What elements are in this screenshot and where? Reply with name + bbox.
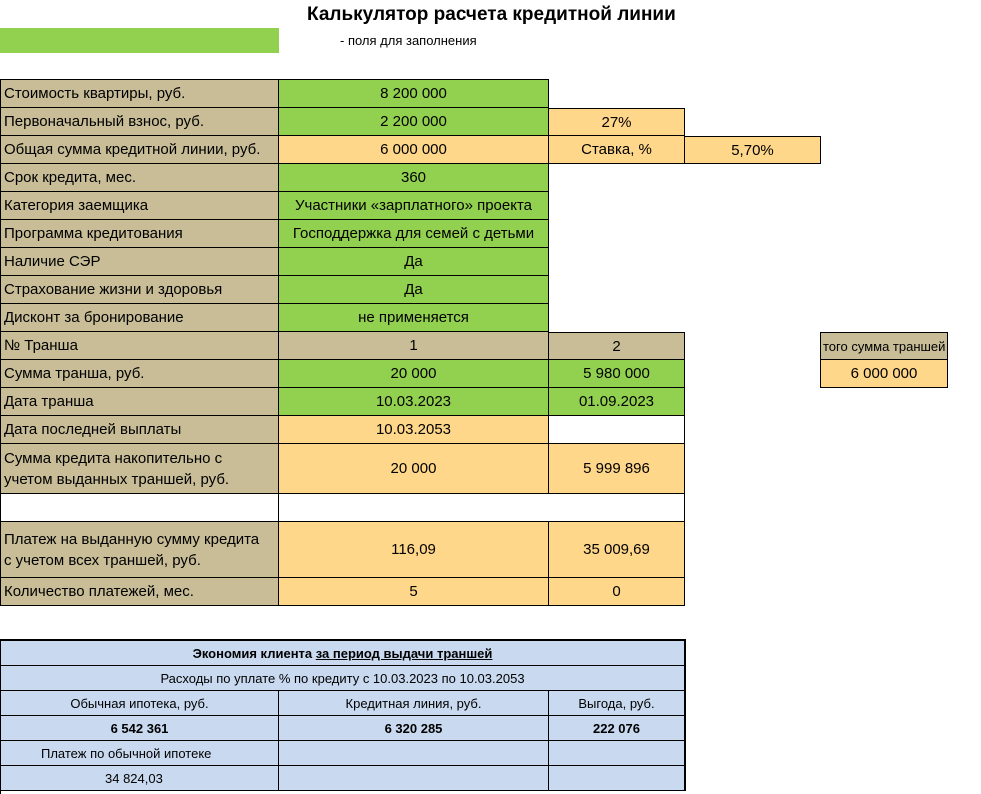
tranche-1-number: 1 <box>279 332 549 360</box>
page-title: Калькулятор расчета кредитной линии <box>307 4 676 25</box>
value-payments-count-t2: 0 <box>549 578 685 606</box>
regular-payment-value: 34 824,03 <box>1 766 279 791</box>
label-insurance: Страхование жизни и здоровья <box>1 276 279 304</box>
total-tranches-label: того сумма траншей <box>820 332 948 360</box>
input-apartment-cost[interactable]: 8 200 000 <box>279 80 549 108</box>
legend-green-swatch <box>0 28 279 53</box>
savings-col2-label: Кредитная линия, руб. <box>279 691 549 716</box>
input-down-payment[interactable]: 2 200 000 <box>279 108 549 136</box>
savings-col3-value: 222 076 <box>549 716 686 741</box>
label-borrower-category: Категория заемщика <box>1 192 279 220</box>
label-cumulative-line1: Сумма кредита накопительно с <box>4 450 223 467</box>
blank-row-t1 <box>279 494 685 522</box>
label-last-payment: Дата последней выплаты <box>1 416 279 444</box>
empty-last-payment-t2 <box>549 416 685 444</box>
label-apartment-cost: Стоимость квартиры, руб. <box>1 80 279 108</box>
savings-col1-label: Обычная ипотека, руб. <box>1 691 279 716</box>
savings-empty-4 <box>549 766 686 791</box>
savings-empty-1 <box>279 741 549 766</box>
label-discount: Дисконт за бронирование <box>1 304 279 332</box>
input-term[interactable]: 360 <box>279 164 549 192</box>
value-cumulative-t1: 20 000 <box>279 444 549 494</box>
label-tranche-no: № Транша <box>1 332 279 360</box>
value-payments-count-t1: 5 <box>279 578 549 606</box>
label-payment-line2: с учетом всех траншей, руб. <box>4 552 201 569</box>
select-insurance[interactable]: Да <box>279 276 549 304</box>
regular-payment-label: Платеж по обычной ипотеке <box>1 741 279 766</box>
input-tranche-2-sum[interactable]: 5 980 000 <box>549 360 685 388</box>
value-payment-t2: 35 009,69 <box>549 522 685 578</box>
savings-col1-value: 6 542 361 <box>1 716 279 741</box>
label-program: Программа кредитования <box>1 220 279 248</box>
label-tranche-date: Дата транша <box>1 388 279 416</box>
tranche-2-number: 2 <box>549 332 685 360</box>
input-tranche-1-sum[interactable]: 20 000 <box>279 360 549 388</box>
select-borrower-category[interactable]: Участники «зарплатного» проекта <box>279 192 549 220</box>
value-cumulative-t2: 5 999 896 <box>549 444 685 494</box>
savings-col2-value: 6 320 285 <box>279 716 549 741</box>
label-payments-count: Количество платежей, мес. <box>1 578 279 606</box>
savings-expenses-line: Расходы по уплате % по кредиту с 10.03.2023 по 10.03.2053 <box>1 666 686 691</box>
input-tranche-2-date[interactable]: 01.09.2023 <box>549 388 685 416</box>
label-tranche-sum: Сумма транша, руб. <box>1 360 279 388</box>
value-payment-t1: 116,09 <box>279 522 549 578</box>
label-rate: Ставка, % <box>549 136 685 164</box>
label-payment <box>1 522 279 578</box>
savings-empty-3 <box>279 766 549 791</box>
value-rate: 5,70% <box>685 136 821 164</box>
savings-heading-prefix: Экономия клиента <box>192 645 316 661</box>
label-payment-line1: Платеж на выданную сумму кредита <box>4 531 260 548</box>
select-program[interactable]: Господдержка для семей с детьми <box>279 220 549 248</box>
label-cumulative-line2: учетом выданных траншей, руб. <box>4 471 230 488</box>
total-tranches-value: 6 000 000 <box>820 360 948 388</box>
legend-text: - поля для заполнения <box>340 33 477 48</box>
select-discount[interactable]: не применяется <box>279 304 549 332</box>
label-ser: Наличие СЭР <box>1 248 279 276</box>
select-ser[interactable]: Да <box>279 248 549 276</box>
savings-heading <box>1 641 686 666</box>
label-term: Срок кредита, мес. <box>1 164 279 192</box>
value-last-payment: 10.03.2053 <box>279 416 549 444</box>
label-credit-total: Общая сумма кредитной линии, руб. <box>1 136 279 164</box>
savings-heading-underlined: за период выдачи траншей <box>315 645 493 661</box>
label-down-payment: Первоначальный взнос, руб. <box>1 108 279 136</box>
label-cumulative <box>1 444 279 494</box>
input-tranche-1-date[interactable]: 10.03.2023 <box>279 388 549 416</box>
blank-row-label <box>1 494 279 522</box>
savings-empty-2 <box>549 741 686 766</box>
savings-col3-label: Выгода, руб. <box>549 691 686 716</box>
down-payment-percent: 27% <box>549 108 685 136</box>
value-credit-total: 6 000 000 <box>279 136 549 164</box>
